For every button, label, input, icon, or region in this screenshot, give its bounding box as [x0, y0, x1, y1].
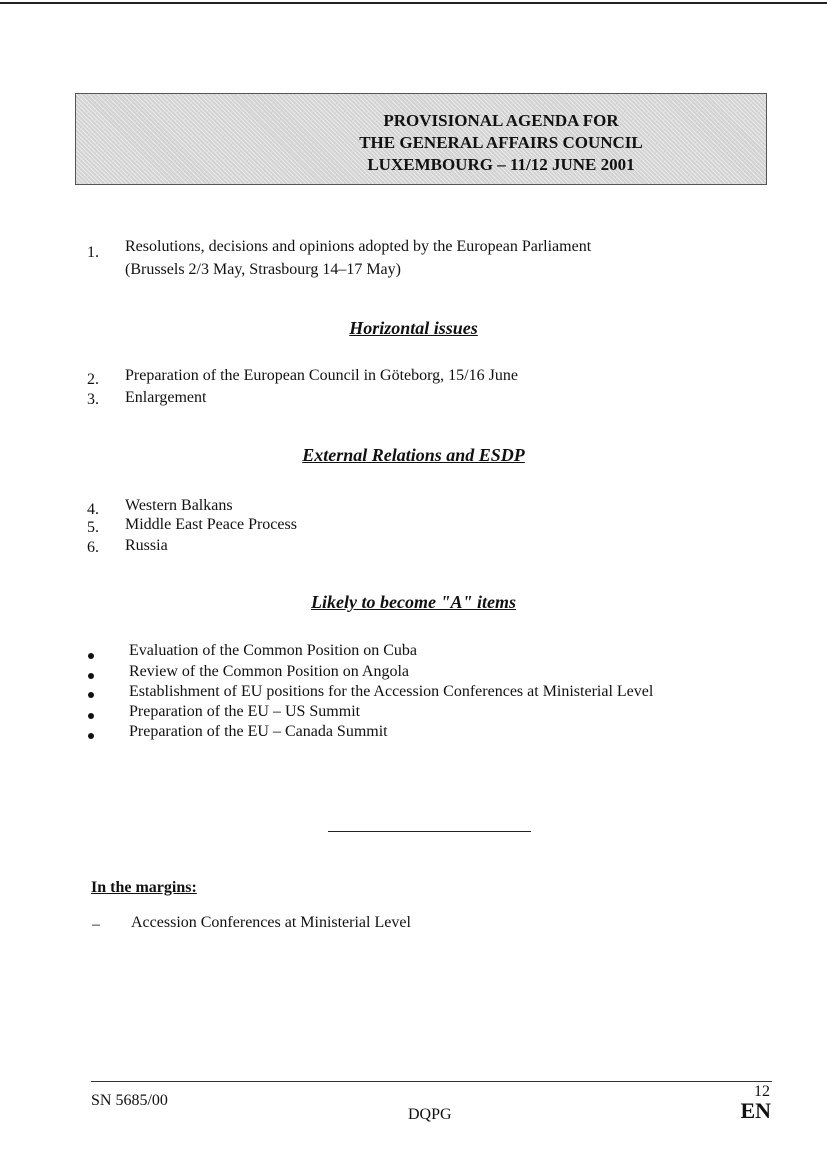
agenda-title-box	[75, 93, 767, 185]
page-number: 12	[754, 1083, 770, 1100]
document-reference: SN 5685/00	[91, 1092, 168, 1109]
margins-heading: In the margins:	[91, 879, 197, 896]
list-item: Evaluation of the Common Position on Cuba	[129, 642, 417, 659]
language-code: EN	[740, 1098, 771, 1123]
item-text: Western Balkans	[125, 497, 233, 514]
bullet-icon	[88, 673, 94, 679]
section-separator	[328, 831, 531, 832]
title-line-3: LUXEMBOURG – 11/12 JUNE 2001	[367, 155, 635, 174]
list-item: Preparation of the EU – Canada Summit	[129, 723, 388, 740]
top-border-line	[0, 2, 827, 4]
item-text: Middle East Peace Process	[125, 516, 297, 533]
title-line-2: THE GENERAL AFFAIRS COUNCIL	[359, 133, 643, 152]
item-number: 3.	[87, 391, 99, 408]
title-line-1: PROVISIONAL AGENDA FOR	[383, 111, 619, 130]
margins-item: Accession Conferences at Ministerial Level	[131, 914, 411, 931]
department-code: DQPG	[408, 1106, 452, 1123]
item-text: Resolutions, decisions and opinions adopted by the European Parliament	[125, 238, 592, 255]
bullet-icon	[88, 733, 94, 739]
section-heading-a-items: Likely to become "A" items	[311, 592, 516, 612]
footer-rule	[91, 1081, 772, 1082]
dash-marker: –	[92, 916, 100, 933]
list-item: Establishment of EU positions for the Accession Conferences at Ministerial Level	[129, 683, 654, 700]
list-item: Review of the Common Position on Angola	[129, 663, 409, 680]
bullet-icon	[88, 713, 94, 719]
item-number: 4.	[87, 501, 99, 518]
item-number: 6.	[87, 539, 99, 556]
item-number: 2.	[87, 371, 99, 388]
bullet-icon	[88, 692, 94, 698]
section-heading-horizontal: Horizontal issues	[349, 318, 478, 338]
section-heading-external: External Relations and ESDP	[302, 445, 525, 465]
bullet-icon	[88, 653, 94, 659]
agenda-title	[356, 110, 646, 176]
item-text: Preparation of the European Council in Göteborg, 15/16 June	[125, 367, 518, 384]
list-item: Preparation of the EU – US Summit	[129, 703, 361, 720]
item-text: Russia	[125, 537, 168, 554]
item-text-continued: (Brussels 2/3 May, Strasbourg 14–17 May)	[125, 261, 401, 278]
item-number: 1.	[87, 244, 99, 261]
item-number: 5.	[87, 519, 99, 536]
item-text: Enlargement	[125, 389, 207, 406]
